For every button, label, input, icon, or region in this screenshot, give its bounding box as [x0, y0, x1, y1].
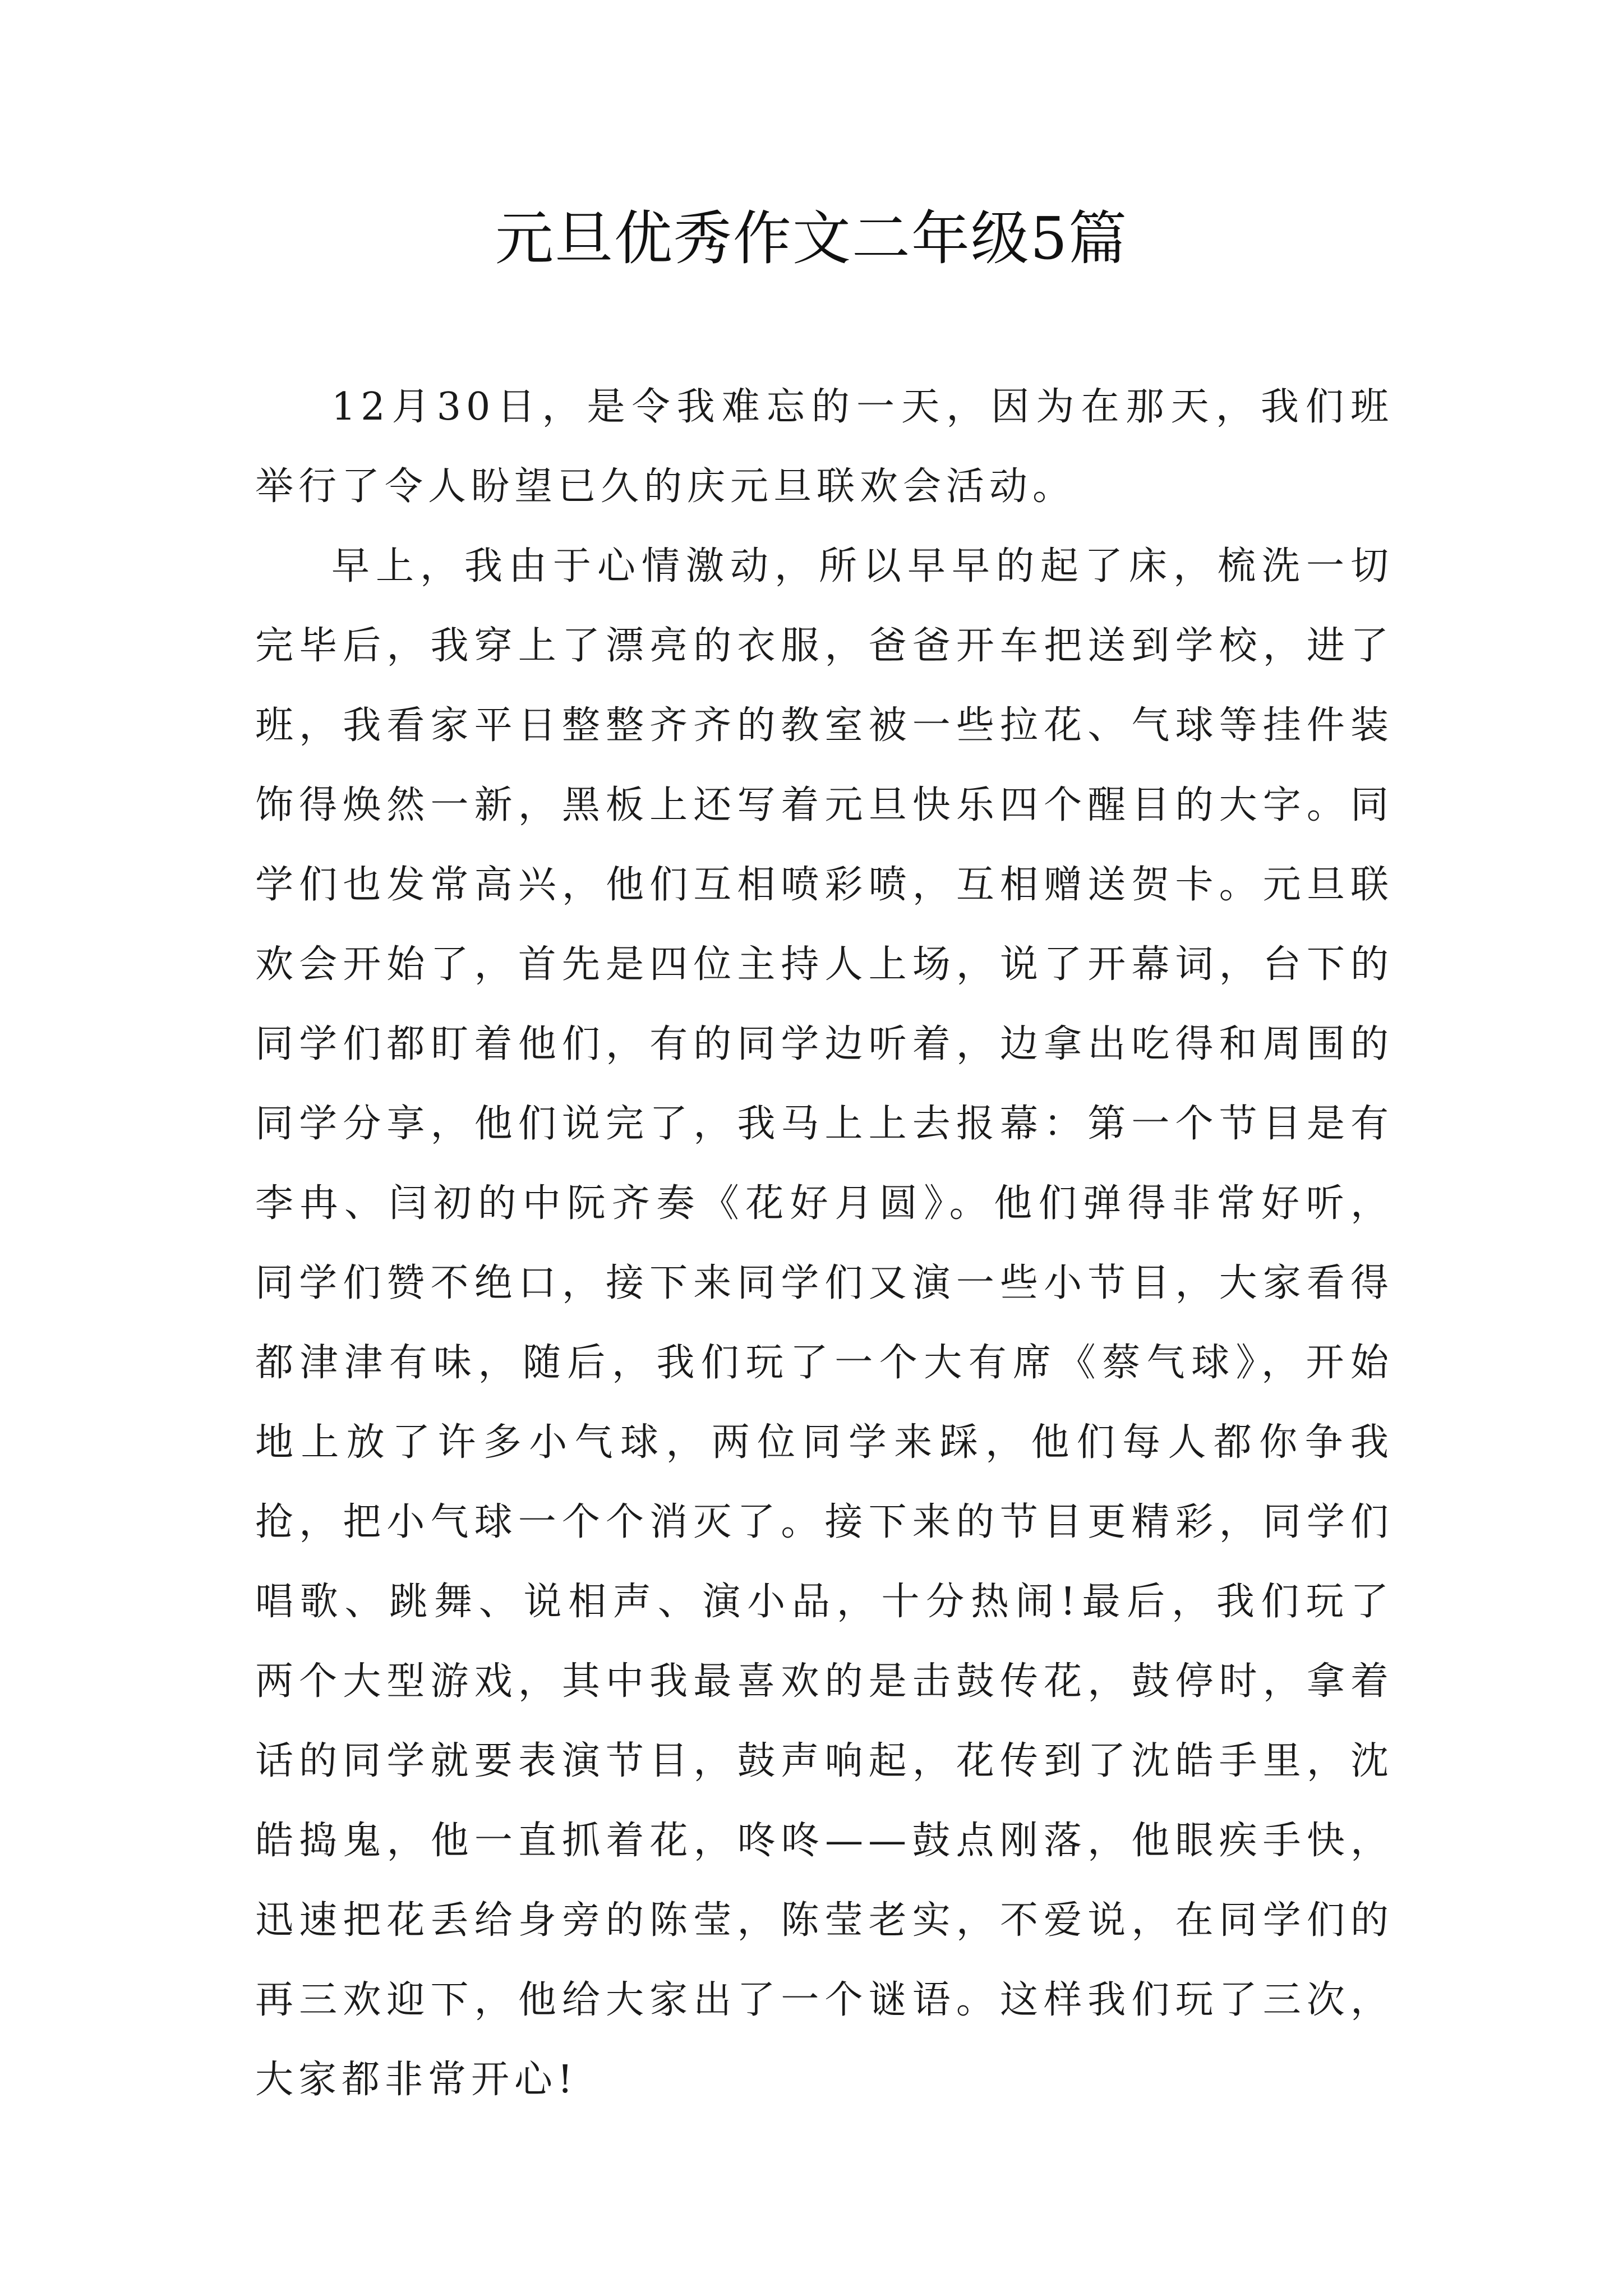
document-body — [255, 367, 1394, 2120]
paragraph-1: 12月30日，是令我难忘的一天，因为在那天，我们班举行了令人盼望已久的庆元旦联欢会活动。 — [255, 385, 1394, 509]
paragraph-2: 早上，我由于心情激动，所以早早的起了床，梳洗一切完毕后，我穿上了漂亮的衣服，爸爸开车把送到学校，进了班，我看家平日整整齐齐的教室被一些拉花、气球等挂件装饰得焕然一新，黑板上还写着元旦快乐四个醒目的大字。同学们也发常高兴，他们互相喷彩喷，互相赠送贺卡。元旦联欢会开始了，首先是四位主持人上场，说了开幕词，台下的同学们都盯着他们，有的同学边听着，边拿出吃得和周围的同学分享，他们说完了，我马上上去报幕：第一个节目是有李冉、闫初的中阮齐奏《花好月圆》。他们弹得非常好听，同学们赞不绝口，接下来同学们又演一些小节目，大家看得都津津有味，随后，我们玩了一个大有席《蔡气球》，开始地上放了许多小气球，两位同学来踩，他们每人都你争我抢，把小气球一个个消灭了。接下来的节目更精彩，同学们唱歌、跳舞、说相声、演小品，十分热闹!最后，我们玩了两个大型游戏，其中我最喜欢的是击鼓传花，鼓停时，拿着话的同学就要表演节目，鼓声响起，花传到了沈皓手里，沈皓捣鬼，他一直抓着花，咚咚——鼓点刚落，他眼疾手快，迅速把花丢给身旁的陈莹，陈莹老实，不爱说，在同学们的再三欢迎下，他给大家出了一个谜语。这样我们玩了三次，大家都非常开心! — [255, 544, 1394, 2102]
document-title: 元旦优秀作文二年级5篇 — [495, 204, 1128, 273]
